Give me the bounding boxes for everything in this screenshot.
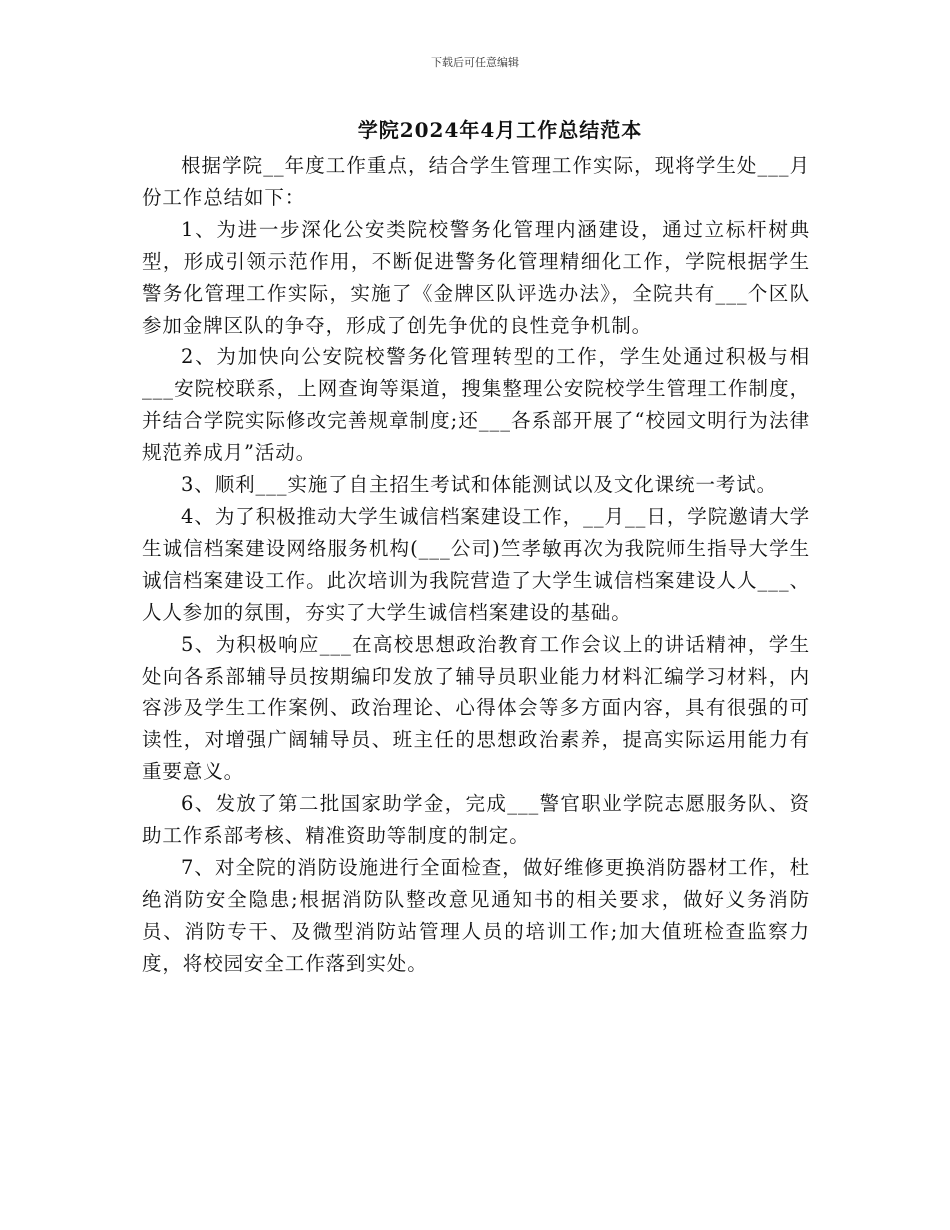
intro-paragraph: 根据学院__年度工作重点，结合学生管理工作实际，现将学生处___月份工作总结如下： xyxy=(142,154,810,209)
item-2-paragraph: 2、为加快向公安院校警务化管理转型的工作，学生处通过积极与相___安院校联系，上网查询等渠道，搜集整理公安院校学生管理工作制度，并结合学院实际修改完善规章制度;还___各系部开展了“校园文明行为法律规范养成月”活动。 xyxy=(142,345,810,465)
item-6-paragraph: 6、发放了第二批国家助学金，完成___警官职业学院志愿服务队、资助工作系部考核、精准资助等制度的制定。 xyxy=(142,792,810,848)
page-header-note: 下载后可任意编辑 xyxy=(431,56,519,69)
document-title: 学院2024年4月工作总结范本 xyxy=(357,118,643,142)
item-1-paragraph: 1、为进一步深化公安类院校警务化管理内涵建设，通过立标杆树典型，形成引领示范作用，不断促进警务化管理精细化工作，学院根据学生警务化管理工作实际，实施了《金牌区队评选办法》，全院共有___个区队参加金牌区队的争夺，形成了创先争优的良性竞争机制。 xyxy=(142,217,810,337)
item-5-paragraph: 5、为积极响应___在高校思想政治教育工作会议上的讲话精神，学生处向各系部辅导员按期编印发放了辅导员职业能力材料汇编学习材料，内容涉及学生工作案例、政治理论、心得体会等多方面内容，具有很强的可读性，对增强广阔辅导员、班主任的思想政治素养，提高实际运用能力有重要意义。 xyxy=(142,632,810,784)
item-3-paragraph: 3、顺利___实施了自主招生考试和体能测试以及文化课统一考试。 xyxy=(181,473,778,497)
item-7-paragraph: 7、对全院的消防设施进行全面检查，做好维修更换消防器材工作，杜绝消防安全隐患;根据消防队整改意见通知书的相关要求，做好义务消防员、消防专干、及微型消防站管理人员的培训工作;加大值班检查监察力度，将校园安全工作落到实处。 xyxy=(142,855,810,975)
document-body xyxy=(142,150,810,980)
item-4-paragraph: 4、为了积极推动大学生诚信档案建设工作，__月__日，学院邀请大学生诚信档案建设网络服务机构(___公司)竺孝敏再次为我院师生指导大学生诚信档案建设工作。此次培训为我院营造了大学生诚信档案建设人人___、人人参加的氛围，夯实了大学生诚信档案建设的基础。 xyxy=(142,504,810,624)
